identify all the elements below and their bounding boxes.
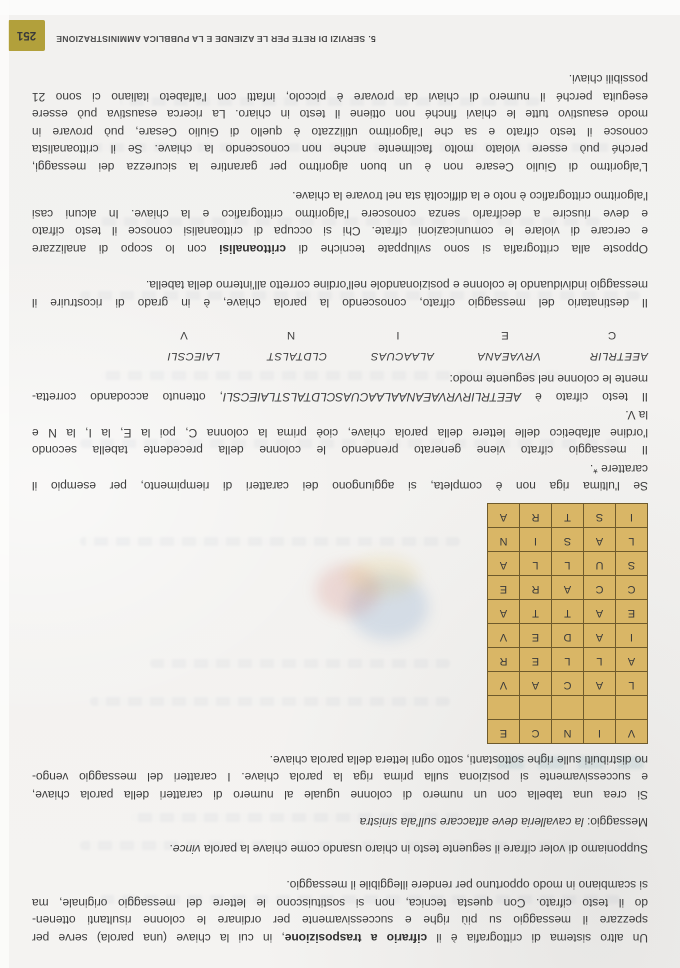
table-cell: T [552, 600, 584, 624]
text-line: l'algoritmo crittografico è noto e la difficoltà sta nel trovare la chiave. [292, 189, 648, 204]
table-row [488, 504, 648, 528]
text-line: modo esaustivo tutte le chiavi finché non ottiene il testo in chiaro. La ricerca esaustiva può essere [32, 107, 648, 122]
cipher-column [113, 326, 220, 364]
table-cell: I [584, 720, 616, 744]
text-line: eseguita perché il numero di chiavi da provare è piccolo, infatti con l'alfabeto italiano ci sono 21 [32, 90, 648, 104]
page-number-badge [8, 20, 45, 51]
table-cell: L [584, 648, 616, 672]
table-cell: E [616, 600, 648, 624]
table-cell: A [488, 504, 520, 528]
table-cell: A [488, 552, 520, 576]
table-cell: V [488, 624, 520, 648]
column-key-letter: E [501, 329, 509, 342]
page-number: 251 [16, 29, 37, 42]
scan-edge [0, 0, 680, 15]
table-cell: R [520, 576, 552, 600]
text-line: do il testo cifrato. Con questa tecnica, non si sostituiscono le lettere del messaggio originale, ma [32, 896, 648, 910]
table-cell: L [616, 672, 648, 696]
column-string: CLDTALST [266, 350, 327, 362]
text-line: Supponiamo di voler cifrare il seguente testo in chiaro usando come chiave la parola vince. [169, 842, 648, 856]
text-line: la V. [625, 408, 648, 423]
table-cell: E [520, 624, 552, 648]
cipher-column [220, 326, 327, 364]
paragraph-intro [32, 876, 648, 946]
text-line: e cercare di violare le comunicazioni cifrate. Chi si occupa di crittoanalisi conosce il testo cifrato [32, 224, 648, 239]
table-cell: A [584, 600, 616, 624]
column-string: VRVAEANA [477, 350, 541, 362]
table-cell: A [520, 672, 552, 696]
text-line: l'ordine alfabetico delle lettere della parola chiave, cioè prima la colonna C, poi la E, la I, la N e [32, 426, 648, 440]
table-cell: E [520, 648, 552, 672]
text-line: possibili chiavi. [568, 72, 648, 87]
text-line: spezzare il messaggio su più righe e successivamente per ordinare le colonne risultanti ottenen- [32, 913, 648, 928]
text-line: perché può essere violato molto facilmente anche non conoscendo la chiave. Se il crittoanalista [32, 142, 648, 157]
paragraph-si-crea [32, 751, 648, 804]
paragraph-crittoanalisi [32, 187, 648, 257]
table-cell [616, 696, 648, 720]
table-row [488, 576, 648, 600]
cipher-column [434, 326, 541, 364]
table-cell: A [488, 600, 520, 624]
table-row [488, 552, 648, 576]
table-cell: L [552, 552, 584, 576]
text-line: Messaggio: la cavalleria deve attaccare sull'ala sinistra [359, 815, 648, 830]
text-line: e deve riuscire a decifrarlo senza conoscere l'algoritmo crittografico e la chiave. In alcuni casi [32, 207, 648, 221]
text-line: Se l'ultima riga non è completa, si aggiungono dei caratteri di riempimento, per esempio il [32, 479, 648, 494]
column-key-letter: C [607, 329, 617, 342]
table-cell [520, 696, 552, 720]
table-cell: E [488, 576, 520, 600]
text-line: carattere *. [589, 462, 648, 476]
table-cell: S [552, 528, 584, 552]
text-line: messaggio individuando le colonne e posizionandole nell'ordine corretto all'interno della tabella. [145, 278, 648, 293]
table-cell [552, 696, 584, 720]
paragraph-messaggio [32, 813, 648, 831]
table-cell: I [616, 624, 648, 648]
table-row [488, 600, 648, 624]
chapter-title: SERVIZI DI RETE PER LE AZIENDE E LA PUBBLICA AMMINISTRAZIONE [56, 34, 366, 44]
text-line: Un altro sistema di crittografia è il cifrario a trasposizione, in cui la chiave (una parola) serve per [32, 931, 648, 945]
text-line: Il destinatario del messaggio cifrato, conoscendo la parola chiave, è in grado di ricostruire il [32, 296, 648, 310]
text-line: Il messaggio cifrato viene generato prendendo le colonne della precedente tabella secondo [32, 443, 648, 458]
column-key-letter: V [180, 329, 188, 342]
table-cell: V [488, 672, 520, 696]
table-row [488, 672, 648, 696]
text-line: e successivamente si posiziona sulla prima riga la parola chiave. I caratteri del messaggio vengo- [32, 770, 648, 785]
cipher-table [487, 504, 648, 745]
cipher-column [541, 326, 648, 364]
table-cell: R [520, 504, 552, 528]
text-line: L'algoritmo di Giulio Cesare non è un buon algoritmo per garantire la sicurezza dei messaggi, [32, 160, 648, 174]
column-string: LAIECSLI [167, 350, 220, 362]
table-cell: S [616, 552, 648, 576]
column-key-letter: N [286, 329, 296, 342]
scan-edge [0, 0, 9, 968]
table-cell: L [552, 648, 584, 672]
table-cell: C [552, 672, 584, 696]
paragraph-supponiamo [32, 840, 648, 858]
table-cell [584, 696, 616, 720]
table-cell: C [616, 576, 648, 600]
page-footer [56, 34, 376, 44]
key-row [488, 720, 648, 744]
paragraph-ultima-riga [32, 460, 648, 495]
paragraph-giulio-cesare [32, 70, 648, 175]
table-cell: D [552, 624, 584, 648]
table-cell: A [584, 528, 616, 552]
table-cell: U [584, 552, 616, 576]
table-row [488, 624, 648, 648]
paragraph-testo-cifrato [32, 370, 648, 405]
text-line: no distribuiti sulle righe sottostanti, sotto ogni lettera della parola chiave. [269, 753, 648, 767]
table-cell: A [616, 648, 648, 672]
table-cell: T [552, 504, 584, 528]
table-cell: E [488, 720, 520, 744]
spacer-row [488, 696, 648, 720]
table-cell: R [488, 648, 520, 672]
table-cell [488, 696, 520, 720]
table-cell: A [552, 576, 584, 600]
text-line: Si crea una tabella con un numero di colonne uguale al numero di caratteri della parola chiave, [32, 788, 648, 802]
table-cell: C [520, 720, 552, 744]
paragraph-destinatario [32, 276, 648, 311]
table-cell: N [552, 720, 584, 744]
text-line: si scambiano in modo opportuno per rendere illeggibile il messaggio. [286, 878, 648, 893]
table-cell: T [520, 600, 552, 624]
text-line: conosce il testo cifrato e sa che l'algoritmo utilizzato è quello di Giulio Cesare, può provare in [32, 125, 648, 139]
cipher-columns [32, 326, 648, 364]
text-line: mente le colonne nel seguente modo: [449, 372, 648, 387]
table-row [488, 648, 648, 672]
table-cell: A [584, 672, 616, 696]
table-cell: C [584, 576, 616, 600]
column-key-letter: I [396, 329, 400, 342]
table-cell: I [616, 504, 648, 528]
column-string: AEETRLIR [589, 350, 648, 362]
chapter-number: 5. [368, 34, 376, 44]
page-content [32, 70, 648, 946]
table-cell: S [584, 504, 616, 528]
table-cell: A [584, 624, 616, 648]
cipher-column [327, 326, 434, 364]
column-string: ALAACUAS [370, 350, 434, 362]
table-cell: L [616, 528, 648, 552]
table-cell: N [488, 528, 520, 552]
text-line: Opposte alla crittografia si sono sviluppate tecniche di crittoanalisi con lo scopo di analizzare [32, 242, 648, 256]
text-line: Il testo cifrato è AEETRLIRVRVAEANAALAACUASCLDTALSTLAIECSLI, ottenuto accodando corretta- [32, 390, 648, 404]
paragraph-messaggio-cifrato [32, 406, 648, 459]
table-cell: V [616, 720, 648, 744]
table-cell: I [520, 528, 552, 552]
table-cell: L [520, 552, 552, 576]
table-row [488, 528, 648, 552]
